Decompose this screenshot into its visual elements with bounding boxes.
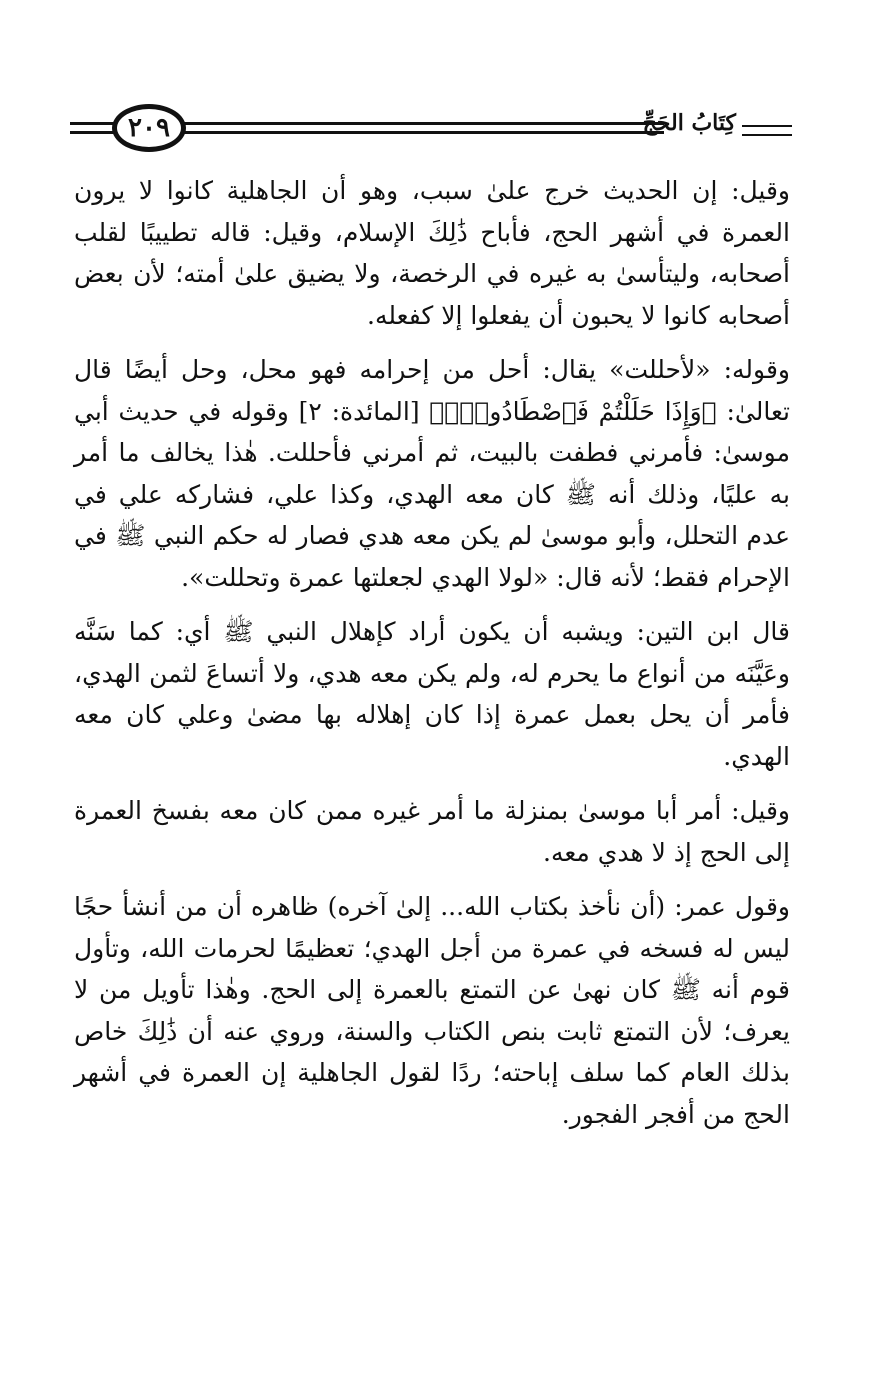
paragraph: قال ابن التين: ويشبه أن يكون أراد كإهلال النبي ﷺ أي: كما سَنَّه وعَيَّنَه من أنواع ما يحرم له، ولم يكن معه هدي، ولا أتساعَ لثمن الهدي، فأمر أن يحل بعمل عمرة إذا كان إهلاله بها مضىٰ وعلي كان معه الهدي.: [74, 617, 790, 771]
paragraph: وقيل: أمر أبا موسىٰ بمنزلة ما أمر غيره ممن كان معه بفسخ العمرة إلى الحج إذ لا هدي معه.: [74, 796, 790, 867]
paragraph: وقيل: إن الحديث خرج علىٰ سبب، وهو أن الجاهلية كانوا لا يرون العمرة في أشهر الحج، فأباح ذَٰلِكَ الإسلام، وقيل: قاله تطييبًا لقلب أصحابه، وليتأسىٰ به غيره في الرخصة، ولا يضيق علىٰ أمته؛ لأن بعض أصحابه كانوا لا يحبون أن يفعلوا إلا كفعله.: [74, 176, 790, 330]
header-rule: [742, 125, 792, 127]
page-number-badge: [112, 104, 186, 152]
page-header: [70, 104, 792, 160]
header-rule: [742, 134, 792, 136]
page-body: [74, 170, 790, 1148]
page-number: ٢٠٩: [128, 113, 170, 143]
paragraph: وقول عمر: (أن نأخذ بكتاب الله... إلىٰ آخره) ظاهره أن من أنشأ حجًا ليس له فسخه في عمرة من أجل الهدي؛ تعظيمًا لحرمات الله، وتأول قوم أنه ﷺ كان نهىٰ عن التمتع بالعمرة إلى الحج. وهٰذا تأويل من لا يعرف؛ لأن التمتع ثابت بنص الكتاب والسنة، وروي عنه أن ذَٰلِكَ خاص بذلك العام كما سلف إباحته؛ ردًا لقول الجاهلية إن العمرة في أشهر الحج من أفجر الفجور.: [74, 892, 790, 1129]
header-rule: [175, 131, 664, 134]
header-rule: [175, 122, 664, 125]
running-title: كِتَابُ الحَجِّ: [642, 110, 736, 136]
paragraph: وقوله: «لأحللت» يقال: أحل من إحرامه فهو محل، وحل أيضًا قال تعالىٰ: ﴿وَإِذَا حَلَلْتُمْ فَٱصْطَادُوا۟ۚ﴾ [المائدة: ٢] وقوله في حديث أبي موسىٰ: فأمرني فطفت بالبيت، ثم أمرني فأحللت. هٰذا يخالف ما أمر به عليًا، وذلك أنه ﷺ كان معه الهدي، وكذا علي، فشاركه علي في عدم التحلل، وأبو موسىٰ لم يكن معه هدي فصار له حكم النبي ﷺ في الإحرام فقط؛ لأنه قال: «لولا الهدي لجعلتها عمرة وتحللت».: [74, 355, 790, 592]
header-rule: [70, 131, 115, 134]
header-rule: [70, 122, 115, 125]
